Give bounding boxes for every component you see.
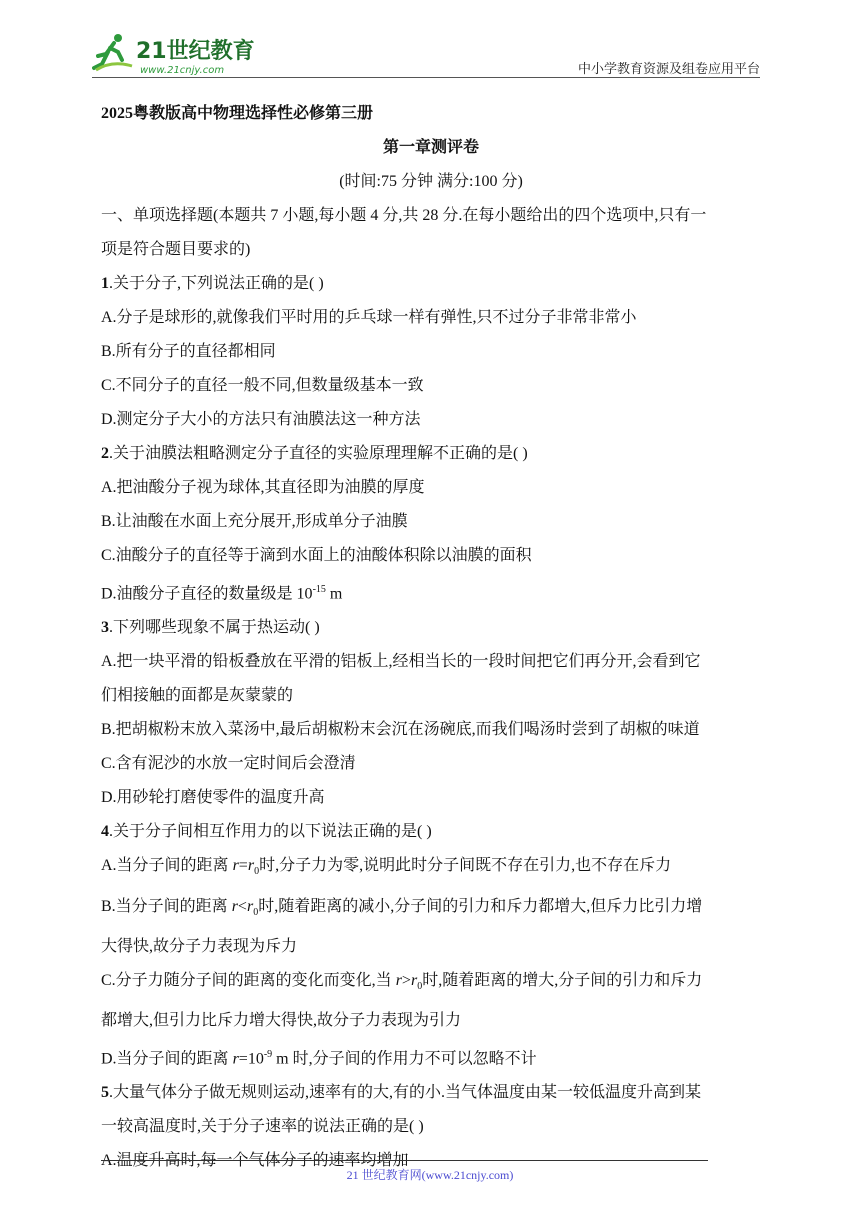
question-5-stem-cont: 一较高温度时,关于分子速率的说法正确的是( ) xyxy=(101,1118,424,1136)
question-2-stem: 2.关于油膜法粗略测定分子直径的实验原理理解不正确的是( ) xyxy=(101,445,528,462)
logo-21cnjy xyxy=(92,30,262,78)
question-5-stem: 5.大量气体分子做无规则运动,速率有的大,有的小.当气体温度由某一较低温度升高到某 xyxy=(101,1084,702,1102)
document-body xyxy=(101,97,761,1178)
q1-option-c: C.不同分子的直径一般不同,但数量级基本一致 xyxy=(101,377,424,394)
subject-line: 2025粤教版高中物理选择性必修第三册 xyxy=(101,105,374,122)
q4-option-c-cont: 都增大,但引力比斥力增大得快,故分子力表现为引力 xyxy=(101,1011,462,1029)
footer-divider xyxy=(101,1160,708,1161)
q4-option-d: D.当分子间的距离 $r=10^{-9}$ m 时,分子间的作用力不可以忽略不计 xyxy=(101,1048,537,1068)
svg-text:www.21cnjy.com: www.21cnjy.com xyxy=(140,65,225,76)
q4-option-c: C.分子力随分子间的距离的变化而变化,当 $r>r_0$时,随着距离的增大,分子间的引力和斥力 xyxy=(101,971,703,992)
q3-option-b: B.把胡椒粉末放入菜汤中,最后胡椒粉末会沉在汤碗底,而我们喝汤时尝到了胡椒的味道 xyxy=(101,721,700,739)
time-info: (时间:75 分钟 满分:100 分) xyxy=(339,173,523,190)
q3-option-c: C.含有泥沙的水放一定时间后会澄清 xyxy=(101,755,356,773)
q1-option-b: B.所有分子的直径都相同 xyxy=(101,343,276,360)
q1-option-a: A.分子是球形的,就像我们平时用的乒乓球一样有弹性,只不过分子非常非常小 xyxy=(101,309,637,326)
q3-option-d: D.用砂轮打磨使零件的温度升高 xyxy=(101,789,325,807)
q4-option-a: A.当分子间的距离 $r=r_0$时,分子力为零,说明此时分子间既不存在引力,也不存在斥力 xyxy=(101,857,672,878)
q3-option-a: A.把一块平滑的铅板叠放在平滑的铝板上,经相当长的一段时间把它们再分开,会看到它 xyxy=(101,653,701,671)
section-heading: 一、单项选择题(本题共 7 小题,每小题 4 分,共 28 分.在每小题给出的四个选项中,只有一 xyxy=(101,207,707,224)
q2-option-d: D.油酸分子直径的数量级是 $10^{-15}$ m xyxy=(101,584,343,603)
q4-option-b-cont: 大得快,故分子力表现为斥力 xyxy=(101,937,298,955)
question-3-stem: 3.下列哪些现象不属于热运动( ) xyxy=(101,619,320,637)
platform-name: 中小学教育资源及组卷应用平台 xyxy=(577,61,760,76)
page-header xyxy=(92,30,760,80)
q2-option-b: B.让油酸在水面上充分展开,形成单分子油膜 xyxy=(101,513,408,530)
question-1-stem: 1.关于分子,下列说法正确的是( ) xyxy=(101,275,324,292)
footer-text: 21 世纪教育网(www.21cnjy.com) xyxy=(346,1168,514,1182)
q3-option-a-cont: 们相接触的面都是灰蒙蒙的 xyxy=(101,687,294,705)
exam-title: 第一章测评卷 xyxy=(382,139,479,156)
q2-option-c: C.油酸分子的直径等于滴到水面上的油酸体积除以油膜的面积 xyxy=(101,547,532,564)
q4-option-b: B.当分子间的距离 $r<r_0$时,随着距离的减小,分子间的引力和斥力都增大,但斥力比引力增 xyxy=(101,897,703,918)
q1-option-d: D.测定分子大小的方法只有油膜法这一种方法 xyxy=(101,411,421,428)
running-figure-icon xyxy=(94,34,132,70)
header-divider xyxy=(92,77,760,78)
svg-text:21世纪教育: 21世纪教育 xyxy=(136,39,255,64)
q5-option-a: A.温度升高时,每一个气体分子的速率均增加 xyxy=(101,1152,409,1170)
question-4-stem: 4.关于分子间相互作用力的以下说法正确的是( ) xyxy=(101,823,432,841)
section-heading-cont: 项是符合题目要求的) xyxy=(101,241,251,258)
q2-option-a: A.把油酸分子视为球体,其直径即为油膜的厚度 xyxy=(101,479,425,496)
